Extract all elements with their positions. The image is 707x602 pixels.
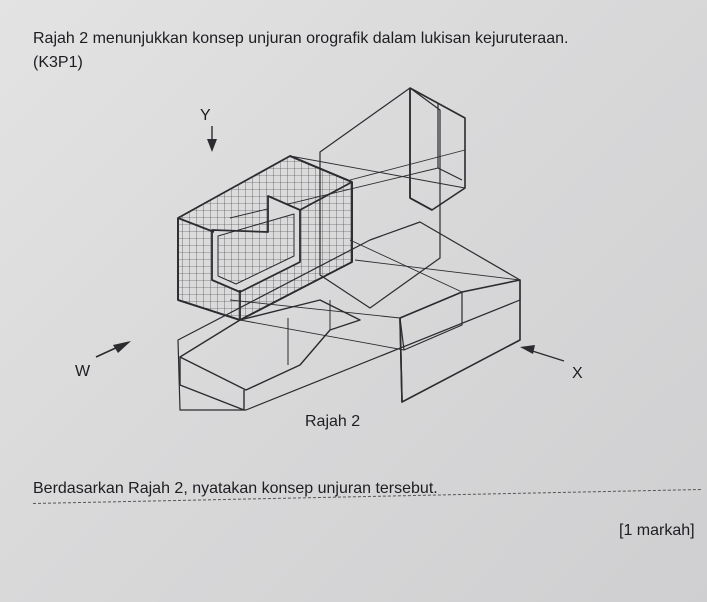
- instruction-text: Berdasarkan Rajah 2, nyatakan konsep unjuran tersebut.: [33, 480, 438, 497]
- top-view-outline: [180, 300, 360, 390]
- label-y: Y: [200, 107, 211, 124]
- marks-label: [1 markah]: [619, 522, 695, 539]
- label-x: X: [572, 365, 583, 382]
- side-plane-ground: [410, 198, 432, 210]
- side-view-inner-2: [438, 168, 462, 180]
- question-code: (K3P1): [33, 54, 83, 71]
- w-arrow-head: [113, 341, 131, 353]
- figure-caption: Rajah 2: [305, 413, 361, 430]
- x-arrow-head: [520, 345, 535, 354]
- top-view-line: [180, 385, 244, 410]
- label-w: W: [75, 363, 91, 380]
- y-arrow-head: [207, 139, 217, 152]
- proj-line: [240, 320, 404, 350]
- front-view-inner: [400, 292, 462, 350]
- proj-line: [355, 260, 520, 280]
- question-text: Rajah 2 menunjukkan konsep unjuran orografik dalam lukisan kejuruteraan.: [33, 30, 569, 47]
